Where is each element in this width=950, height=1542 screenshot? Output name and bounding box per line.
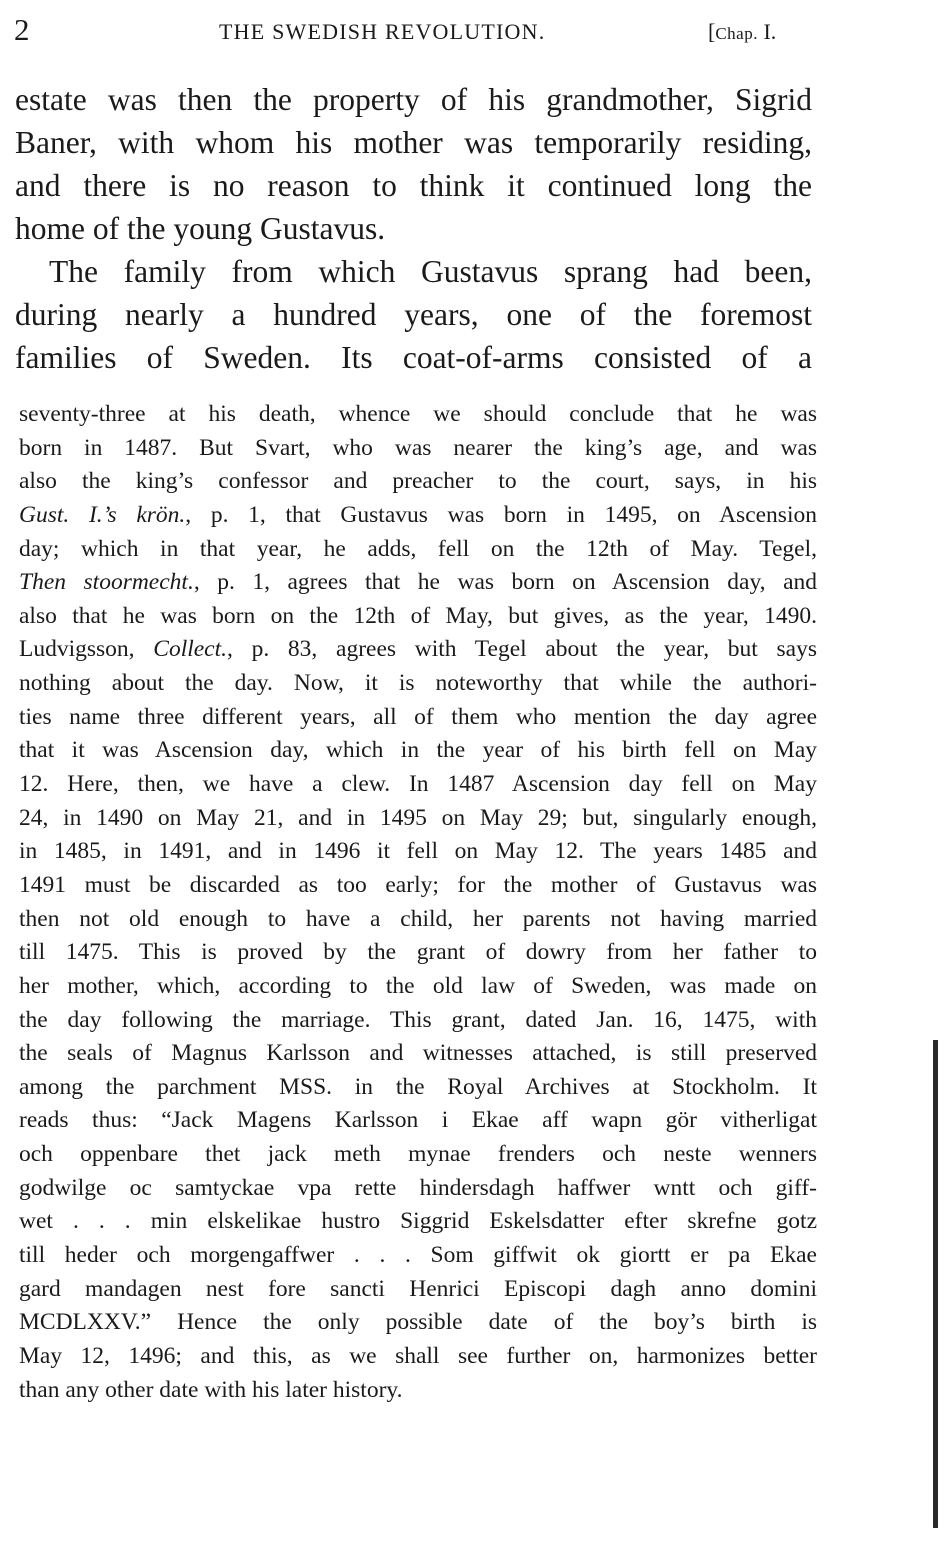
chapter-number: I. xyxy=(763,19,777,44)
footnote-line: 12. Here, then, we have a clew. In 1487 Ascension day fell on May xyxy=(19,771,817,798)
main-text-line: families of Sweden. Its coat-of-arms consisted of a xyxy=(15,340,812,375)
footnote-line xyxy=(19,499,817,533)
main-text-line: during nearly a hundred years, one of the foremost xyxy=(15,297,812,332)
footnote-line: seventy-three at his death, whence we should conclude that he was xyxy=(19,401,817,427)
main-text-body xyxy=(15,78,812,379)
citation-title: Gust. I.’s krön. xyxy=(19,501,186,528)
footnote-line: godwilge oc samtyckae vpa rette hindersdagh haffwer wntt och giff- xyxy=(19,1174,817,1201)
chapter-word: Chap. xyxy=(715,24,758,43)
footnote xyxy=(19,398,817,1407)
footnote-line: the day following the marriage. This grant, dated Jan. 16, 1475, with xyxy=(19,1006,817,1033)
running-head xyxy=(14,12,814,52)
scan-binding-edge xyxy=(933,1040,938,1528)
main-text-line: and there is no reason to think it continued long the xyxy=(15,168,812,203)
footnote-text: , p. 1, that Gustavus was born in 1495, on Ascension xyxy=(185,501,817,528)
chapter-bracket: [ xyxy=(708,19,716,44)
main-text-line: Baner, with whom his mother was temporarily residing, xyxy=(15,125,812,160)
footnote-line: reads thus: “Jack Magens Karlsson i Ekae aff wapn gör vitherligat xyxy=(19,1107,817,1134)
footnote-line: among the parchment MSS. in the Royal Archives at Stockholm. It xyxy=(19,1073,817,1100)
footnote-line xyxy=(19,566,817,600)
running-title: THE SWEDISH REVOLUTION. xyxy=(219,19,546,44)
footnote-line: also the king’s confessor and preacher to the court, says, in his xyxy=(19,468,817,495)
footnote-line: 24, in 1490 on May 21, and in 1495 on May 29; but, singularly enough, xyxy=(19,804,817,831)
footnote-line: gard mandagen nest fore sancti Henrici Episcopi dagh anno domini xyxy=(19,1275,817,1302)
footnote-text: , p. 83, agrees with Tegel about the year, but says xyxy=(227,636,817,663)
footnote-line: in 1485, in 1491, and in 1496 it fell on May 12. The years 1485 and xyxy=(19,838,817,865)
footnote-line: the seals of Magnus Karlsson and witnesses attached, is still preserved xyxy=(19,1040,817,1067)
main-text-line: home of the young Gustavus. xyxy=(15,211,386,246)
footnote-line: MCDLXXV.” Hence the only possible date of the boy’s birth is xyxy=(19,1309,817,1336)
footnote-line: also that he was born on the 12th of May, but gives, as the year, 1490. xyxy=(19,602,817,629)
citation-title: Then stoormecht. xyxy=(19,569,194,596)
footnote-line: born in 1487. But Svart, who was nearer the king’s age, and was xyxy=(19,434,817,461)
page-number: 2 xyxy=(14,12,30,47)
footnote-line: och oppenbare thet jack meth mynae frenders och neste wenners xyxy=(19,1141,817,1168)
main-text-line: The family from which Gustavus sprang had been, xyxy=(49,254,812,289)
footnote-line: than any other date with his later history. xyxy=(19,1376,403,1403)
footnote-line: nothing about the day. Now, it is noteworthy that while the authori- xyxy=(19,670,817,697)
footnote-line xyxy=(19,633,817,667)
footnote-line: 1491 must be discarded as too early; for the mother of Gustavus was xyxy=(19,871,817,898)
footnote-line: then not old enough to have a child, her parents not having married xyxy=(19,905,817,932)
main-text-line: estate was then the property of his grandmother, Sigrid xyxy=(15,82,812,117)
chapter-reference xyxy=(708,17,776,49)
footnote-line: May 12, 1496; and this, as we shall see further on, harmonizes better xyxy=(19,1342,817,1369)
footnote-line: till heder och morgengaffwer . . . Som giffwit ok giortt er pa Ekae xyxy=(19,1242,817,1269)
footnote-line: wet . . . min elskelikae hustro Siggrid Eskelsdatter efter skrefne gotz xyxy=(19,1208,817,1235)
footnote-line: day; which in that year, he adds, fell on the 12th of May. Tegel, xyxy=(19,535,817,562)
citation-title: Collect. xyxy=(153,636,228,663)
footnote-text: Ludvigsson, xyxy=(19,636,154,663)
footnote-line: that it was Ascension day, which in the year of his birth fell on May xyxy=(19,737,817,764)
footnote-line: her mother, which, according to the old law of Sweden, was made on xyxy=(19,972,817,999)
footnote-line: till 1475. This is proved by the grant of dowry from her father to xyxy=(19,939,817,966)
footnote-line: ties name three different years, all of them who mention the day agree xyxy=(19,703,817,730)
footnote-text: , p. 1, agrees that he was born on Ascension day, and xyxy=(193,569,817,596)
